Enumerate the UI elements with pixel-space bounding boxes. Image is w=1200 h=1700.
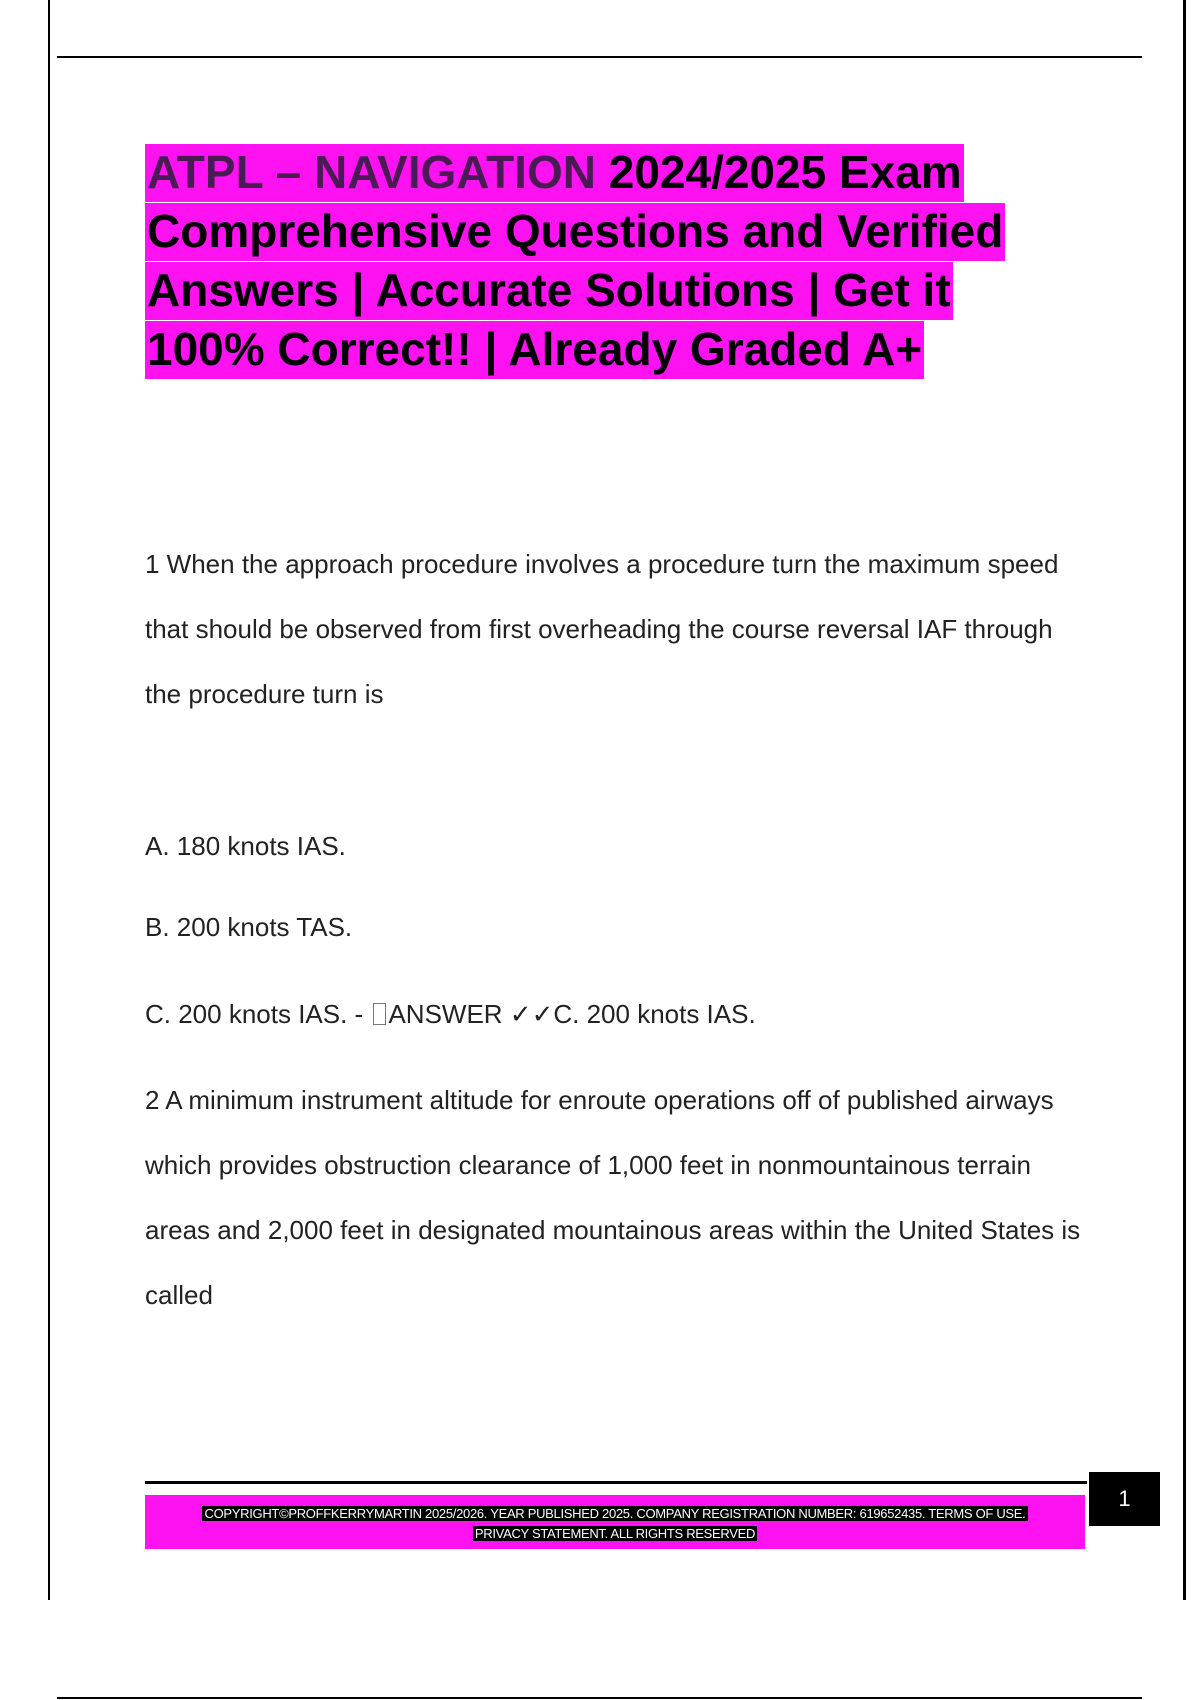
document-title	[145, 143, 1075, 379]
title-line4: 100% Correct!! | Already Graded A+	[145, 321, 924, 379]
title-highlight	[145, 144, 964, 202]
question-1-text: 1 When the approach procedure involves a procedure turn the maximum speed that should be observed from first overheading the course reversal IAF through the procedure turn is	[145, 549, 1059, 709]
page-frame-left-border	[48, 0, 50, 1600]
page-frame-right-border	[1183, 0, 1186, 1600]
title-line1-rest: 2024/2025 Exam	[595, 146, 962, 198]
option-c-label: C. 200 knots IAS. -	[145, 999, 364, 1029]
header-rule	[57, 56, 1142, 58]
footer-rule	[145, 1481, 1087, 1484]
question-2-text: 2 A minimum instrument altitude for enroute operations off of published airways which provides obstruction clearance of 1,000 feet in nonmountainous terrain areas and 2,000 feet in designated mountainous areas within the United States is called	[145, 1085, 1081, 1310]
copyright-line-2: PRIVACY STATEMENT. ALL RIGHTS RESERVED	[474, 1526, 756, 1541]
question-1-option-b: B. 200 knots TAS.	[145, 912, 353, 942]
title-subject: ATPL – NAVIGATION	[147, 146, 596, 198]
title-line3: Answers | Accurate Solutions | Get it	[145, 262, 953, 320]
page-bottom-rule	[57, 1697, 1142, 1699]
answer-marker: ANSWER ✓✓C. 200 knots IAS.	[388, 999, 756, 1029]
copyright-line-1: COPYRIGHT©PROFFKERRYMARTIN 2025/2026. YEAR PUBLISHED 2025. COMPANY REGISTRATION NUMBER: 619652435. TERMS OF USE.	[204, 1506, 1026, 1521]
page-number: 1	[1089, 1472, 1160, 1526]
question-1-option-c	[145, 998, 1085, 1030]
title-line2: Comprehensive Questions and Verified	[145, 203, 1005, 261]
question-1-option-a: A. 180 knots IAS.	[145, 831, 346, 861]
missing-glyph-box-icon	[373, 1003, 386, 1025]
copyright-footer	[160, 1504, 1070, 1544]
